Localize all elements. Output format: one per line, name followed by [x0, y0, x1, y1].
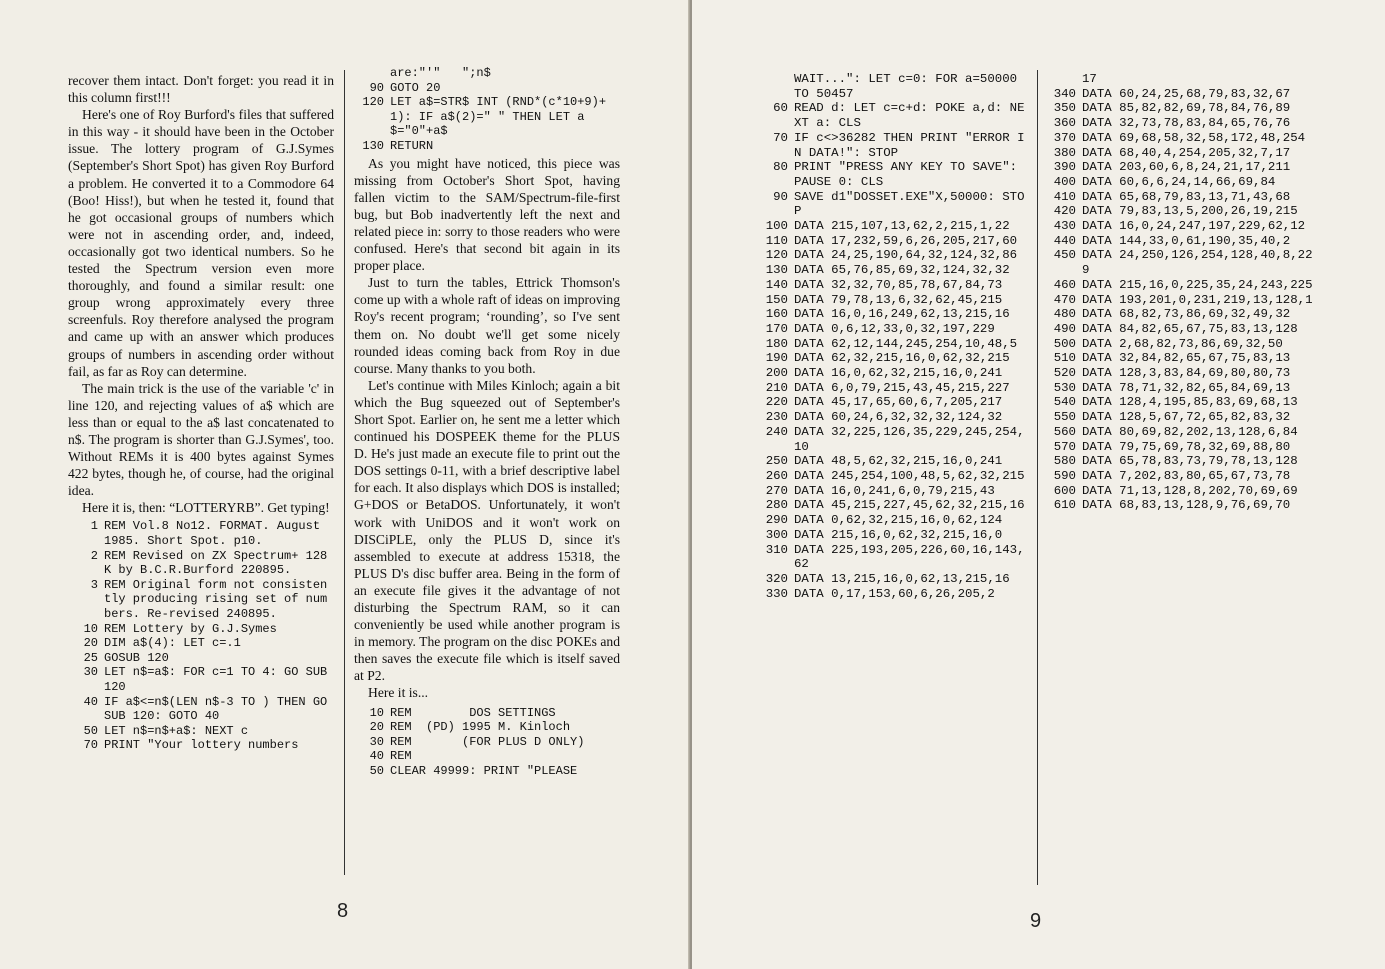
line-number: 110: [765, 233, 788, 248]
line-number: 610: [1053, 498, 1076, 513]
paragraph: recover them intact. Don't forget: you read it in this column first!!!: [68, 73, 334, 106]
line-text: LET a$=STR$ INT (RND*(c*10+9)+1): IF a$(2)=" " THEN LET a$="0"+a$: [390, 95, 607, 139]
line-text: REM Revised on ZX Spectrum+ 128K by B.C.R.Burford 220895.: [104, 548, 328, 578]
line-text: DATA 128,3,83,84,69,80,80,73: [1082, 366, 1291, 381]
line-text: DATA 71,13,128,8,202,70,69,69: [1082, 483, 1298, 498]
line-number: 150: [765, 292, 788, 307]
line-number: 300: [765, 527, 788, 542]
line-text: DATA 84,82,65,67,75,83,13,128: [1082, 321, 1298, 336]
code-line: [758, 101, 1026, 130]
left-column-rule: [344, 70, 345, 875]
line-text: DATA 225,193,205,226,60,16,143,62: [794, 542, 1025, 572]
line-text: are:"'" ";n$: [390, 66, 491, 80]
line-number: 220: [765, 395, 788, 410]
paragraph: The main trick is the use of the variable 'c' in line 120, and rejecting values of a$ which are less than or equal to the a$ last concatenated to n$. The program is shorter than G.J.Symes', too. Without REMs it is 400 bytes against Symes 422 bytes, though he, of course, had the original idea.: [68, 380, 334, 499]
code-line: [354, 764, 620, 779]
code-line: [758, 454, 1026, 469]
line-text: PRINT "Your lottery numbers: [104, 738, 299, 753]
code-line: [1046, 116, 1316, 131]
line-text: DATA 215,107,13,62,2,215,1,22: [794, 219, 1010, 234]
line-text: DATA 0,17,153,60,6,26,205,2: [794, 586, 995, 601]
line-text: DIM a$(4): LET c=.1: [104, 636, 241, 651]
line-text: RETURN: [390, 138, 434, 153]
code-line: [1046, 278, 1316, 293]
line-number: 210: [765, 380, 788, 395]
line-text: DATA 68,83,13,128,9,76,69,70: [1082, 498, 1291, 513]
code-line: [758, 366, 1026, 381]
paragraph: Let's continue with Miles Kinloch; again a bit which the Bug squeezed out of September's Short Spot. Earlier on, he sent me a letter which continued his DOSPEEK theme for the PLUS D. He's just made an execute file to print out the DOS settings 0-11, with a brief descriptive label for each. It also displays which DOS is installed; G+DOS or BetaDOS. Unfortunately, it won't work with UniDOS and it won't work on DISCiPLE, only the PLUS D, since it's assembled to execute at address 15318, the PLUS D's disc buffer area. Being in the form of an execute file gives it the advantage of not disturbing the Spectrum RAM, so it can conveniently be used while another program is in memory. The program on the disc POKEs and then saves the execute file which is itself saved at P2.: [354, 377, 620, 684]
line-number: 10: [369, 705, 384, 720]
code-line: [758, 425, 1026, 454]
code-line: [758, 469, 1026, 484]
line-text: DATA 79,75,69,78,32,69,88,80: [1082, 439, 1291, 454]
line-number: 270: [765, 483, 788, 498]
line-text: IF a$<=n$(LEN n$-3 TO ) THEN GOSUB 120: GOTO 40: [104, 694, 328, 724]
line-text: DATA 215,16,0,62,32,215,16,0: [794, 527, 1003, 542]
line-number: 50: [369, 763, 384, 778]
line-text: DATA 16,0,241,6,0,79,215,43: [794, 483, 995, 498]
line-number: 170: [765, 321, 788, 336]
line-text: DATA 65,68,79,83,13,71,43,68: [1082, 189, 1291, 204]
line-text: GOTO 20: [390, 80, 441, 95]
code-line: [758, 498, 1026, 513]
line-number: 390: [1053, 160, 1076, 175]
code-line: [1046, 190, 1316, 205]
code-line: [1046, 101, 1316, 116]
line-text: GOSUB 120: [104, 650, 169, 665]
code-line: [1046, 395, 1316, 410]
right-column-1: [758, 72, 1026, 601]
line-text: REM: [390, 749, 412, 764]
line-text: DATA 16,0,24,247,197,229,62,12: [1082, 219, 1306, 234]
code-line: [1046, 87, 1316, 102]
code-line: [758, 219, 1026, 234]
code-line: [1046, 366, 1316, 381]
line-text: DATA 24,25,190,64,32,124,32,86: [794, 248, 1018, 263]
code-line: [758, 278, 1026, 293]
line-text: REM DOS SETTINGS: [390, 705, 556, 720]
line-number: 480: [1053, 307, 1076, 322]
line-text: DATA 245,254,100,48,5,62,32,215: [794, 468, 1025, 483]
line-number: 190: [765, 351, 788, 366]
dos-settings-listing: [354, 706, 620, 779]
code-line: [758, 410, 1026, 425]
line-number: 2: [90, 548, 98, 563]
lottery-program-continued: [354, 66, 620, 154]
paragraph: Here it is...: [368, 685, 429, 701]
line-text: DATA 48,5,62,32,215,16,0,241: [794, 454, 1003, 469]
line-number: 460: [1053, 277, 1076, 292]
code-line: [758, 293, 1026, 308]
line-text: DATA 32,225,126,35,229,245,254,10: [794, 424, 1025, 454]
line-text: DATA 45,215,227,45,62,32,215,16: [794, 498, 1025, 513]
code-line: [758, 190, 1026, 219]
code-line: [1046, 322, 1316, 337]
code-line: [758, 513, 1026, 528]
code-line: [1046, 410, 1316, 425]
paragraph: Here it is, then: “LOTTERYRB”. Get typing!: [82, 500, 330, 516]
page-number-right: 9: [1030, 910, 1042, 932]
code-line: [68, 622, 334, 637]
line-number: 160: [765, 307, 788, 322]
line-number: 30: [369, 734, 384, 749]
line-number: 360: [1053, 116, 1076, 131]
code-line: [354, 66, 620, 81]
line-number: 240: [765, 424, 788, 439]
line-number: 90: [369, 80, 384, 95]
line-number: 130: [765, 263, 788, 278]
code-line: [758, 160, 1026, 189]
code-line: [354, 749, 620, 764]
line-text: DATA 128,4,195,85,83,69,68,13: [1082, 395, 1298, 410]
line-number: 70: [83, 738, 98, 753]
left-column-1: [68, 72, 334, 753]
line-number: 250: [765, 454, 788, 469]
line-number: 540: [1053, 395, 1076, 410]
line-number: 70: [773, 130, 788, 145]
line-text: DATA 17,232,59,6,26,205,217,60: [794, 233, 1018, 248]
code-line: [1046, 440, 1316, 455]
code-line: [758, 484, 1026, 499]
code-line: [1046, 293, 1316, 308]
code-line: [758, 307, 1026, 322]
line-number: 560: [1053, 424, 1076, 439]
line-number: 40: [83, 694, 98, 709]
line-text: LET n$=n$+a$: NEXT c: [104, 723, 249, 738]
line-number: 10: [83, 621, 98, 636]
line-number: 50: [83, 723, 98, 738]
code-line: [68, 636, 334, 651]
line-text: DATA 16,0,16,249,62,13,215,16: [794, 307, 1010, 322]
line-number: 570: [1053, 439, 1076, 454]
line-number: 420: [1053, 204, 1076, 219]
code-line: [68, 519, 334, 548]
line-number: 80: [773, 160, 788, 175]
line-number: 180: [765, 336, 788, 351]
code-line: [758, 72, 1026, 101]
line-text: DATA 60,6,6,24,14,66,69,84: [1082, 174, 1276, 189]
code-line: [1046, 498, 1316, 513]
line-text: DATA 60,24,6,32,32,32,124,32: [794, 410, 1003, 425]
line-number: 320: [765, 571, 788, 586]
line-number: [1046, 72, 1082, 87]
line-text: DATA 2,68,82,73,86,69,32,50: [1082, 336, 1283, 351]
left-column-1-paragraphs: [68, 72, 334, 516]
line-text: DATA 79,83,13,5,200,26,19,215: [1082, 204, 1298, 219]
line-text: DATA 24,250,126,254,128,40,8,229: [1082, 248, 1313, 278]
line-text: DATA 203,60,6,8,24,21,17,211: [1082, 160, 1291, 175]
line-number: 90: [773, 189, 788, 204]
code-line: [1046, 469, 1316, 484]
code-line: [758, 322, 1026, 337]
line-text: DATA 68,82,73,86,69,32,49,32: [1082, 307, 1291, 322]
line-text: IF c<>36282 THEN PRINT "ERROR IN DATA!": STOP: [794, 130, 1025, 160]
code-line: [1046, 146, 1316, 161]
code-line: [354, 735, 620, 750]
left-column-2-paragraphs: [354, 155, 620, 702]
code-line: [1046, 351, 1316, 366]
line-number: 290: [765, 513, 788, 528]
code-line: [68, 665, 334, 694]
line-number: 140: [765, 277, 788, 292]
line-number: 230: [765, 410, 788, 425]
code-line: [1046, 248, 1316, 277]
line-number: 500: [1053, 336, 1076, 351]
line-text: WAIT...": LET c=0: FOR a=50000 TO 50457: [794, 72, 1025, 101]
line-number: [354, 66, 390, 81]
code-line: [758, 131, 1026, 160]
line-text: DATA 65,78,83,73,79,78,13,128: [1082, 454, 1298, 469]
left-column-2: [354, 66, 620, 779]
line-text: DATA 215,16,0,225,35,24,243,225: [1082, 277, 1313, 292]
code-line: [354, 139, 620, 154]
line-text: PRINT "PRESS ANY KEY TO SAVE": PAUSE 0: CLS: [794, 160, 1025, 189]
line-number: 430: [1053, 219, 1076, 234]
code-line: [68, 738, 334, 753]
code-line: [758, 572, 1026, 587]
line-number: 470: [1053, 292, 1076, 307]
line-number: 330: [765, 586, 788, 601]
line-text: REM Vol.8 No12. FORMAT. August 1985. Short Spot. p10.: [104, 519, 328, 549]
lottery-program-listing: [68, 519, 334, 753]
line-text: DATA 45,17,65,60,6,7,205,217: [794, 395, 1003, 410]
code-line: [758, 528, 1026, 543]
line-number: 440: [1053, 233, 1076, 248]
line-number: 600: [1053, 483, 1076, 498]
line-number: 120: [362, 95, 384, 110]
code-line: [354, 720, 620, 735]
line-number: 130: [362, 138, 384, 153]
code-line: [68, 549, 334, 578]
code-line: [1046, 337, 1316, 352]
code-line: [1046, 175, 1316, 190]
right-column-2: [1046, 72, 1316, 513]
code-line: [758, 351, 1026, 366]
line-number: 350: [1053, 101, 1076, 116]
line-text: DATA 69,68,58,32,58,172,48,254: [1082, 130, 1306, 145]
line-text: DATA 62,32,215,16,0,62,32,215: [794, 351, 1010, 366]
line-text: SAVE d1"DOSSET.EXE"X,50000: STOP: [794, 189, 1025, 219]
left-page: [0, 0, 690, 969]
line-number: 40: [369, 749, 384, 764]
line-text: REM Lottery by G.J.Symes: [104, 621, 277, 636]
code-line: [354, 95, 620, 139]
line-number: 580: [1053, 454, 1076, 469]
code-line: [68, 695, 334, 724]
line-number: 280: [765, 498, 788, 513]
line-number: 120: [765, 248, 788, 263]
line-number: 30: [83, 665, 98, 680]
code-line: [1046, 454, 1316, 469]
paragraph: Here's one of Roy Burford's files that suffered in this way - it should have been in the October issue. The lottery program of G.J.Symes (September's Short Spot) has given Roy Burford a problem. He converted it to a Commodore 64 (Boo! Hiss!), but when he tested it, found that he got occasional groups of numbers which were not in ascending order, and, indeed, occasionally got two identical numbers. So he tested the Spectrum version even more thoroughly, and found a similar result: one group wrong approximately every three screenfuls. Roy therefore analysed the program and came up with an answer which produces groups of numbers in ascending order without fail, as far as Roy can determine.: [68, 107, 334, 379]
line-text: DATA 60,24,25,68,79,83,32,67: [1082, 86, 1291, 101]
code-line: [758, 543, 1026, 572]
code-line: [758, 381, 1026, 396]
line-number: 490: [1053, 321, 1076, 336]
line-number: [758, 72, 794, 101]
line-number: 310: [765, 542, 788, 557]
line-text: CLEAR 49999: PRINT "PLEASE: [390, 763, 578, 778]
code-line: [758, 248, 1026, 263]
line-text: DATA 0,6,12,33,0,32,197,229: [794, 321, 995, 336]
line-number: 1: [90, 519, 98, 534]
line-number: 25: [83, 650, 98, 665]
code-line: [1046, 219, 1316, 234]
line-text: DATA 80,69,82,202,13,128,6,84: [1082, 424, 1298, 439]
line-text: DATA 13,215,16,0,62,13,215,16: [794, 571, 1010, 586]
code-line: [354, 81, 620, 96]
line-text: READ d: LET c=c+d: POKE a,d: NEXT a: CLS: [794, 101, 1025, 131]
code-line: [1046, 204, 1316, 219]
line-text: DATA 193,201,0,231,219,13,128,1: [1082, 292, 1313, 307]
code-line: [68, 578, 334, 622]
line-text: REM (FOR PLUS D ONLY): [390, 734, 585, 749]
line-number: 550: [1053, 410, 1076, 425]
line-text: DATA 0,62,32,215,16,0,62,124: [794, 513, 1003, 528]
line-number: 450: [1053, 248, 1076, 263]
code-line: [1046, 234, 1316, 249]
line-text: REM (PD) 1995 M. Kinloch: [390, 720, 571, 735]
code-line: [1046, 484, 1316, 499]
line-number: 370: [1053, 130, 1076, 145]
code-line: [758, 587, 1026, 602]
line-text: DATA 128,5,67,72,65,82,83,32: [1082, 410, 1291, 425]
line-text: DATA 32,84,82,65,67,75,83,13: [1082, 351, 1291, 366]
line-number: 20: [369, 720, 384, 735]
code-line: [758, 395, 1026, 410]
code-line: [1046, 381, 1316, 396]
line-text: DATA 79,78,13,6,32,62,45,215: [794, 292, 1003, 307]
page-number-left: 8: [337, 900, 349, 922]
line-number: 60: [773, 101, 788, 116]
code-line: [68, 724, 334, 739]
line-text: DATA 144,33,0,61,190,35,40,2: [1082, 233, 1291, 248]
code-line: [1046, 425, 1316, 440]
line-text: DATA 16,0,62,32,215,16,0,241: [794, 366, 1003, 381]
line-number: 380: [1053, 145, 1076, 160]
line-number: 400: [1053, 174, 1076, 189]
code-line: [1046, 72, 1316, 87]
line-text: DATA 62,12,144,245,254,10,48,5: [794, 336, 1018, 351]
paragraph: As you might have noticed, this piece was missing from October's Short Spot, having fallen victim to the SAM/Spectrum-file-first bug, but Bob inadvertently left the next and related piece in: sorry to those readers who were confused. Here's that second bit again in its proper place.: [354, 155, 620, 274]
code-line: [1046, 131, 1316, 146]
line-text: DATA 7,202,83,80,65,67,73,78: [1082, 468, 1291, 483]
line-number: 20: [83, 636, 98, 651]
line-number: 530: [1053, 380, 1076, 395]
line-number: 510: [1053, 351, 1076, 366]
line-text: DATA 32,32,70,85,78,67,84,73: [794, 277, 1003, 292]
line-number: 100: [765, 219, 788, 234]
right-column-rule: [1037, 70, 1038, 885]
code-line: [354, 706, 620, 721]
code-line: [758, 234, 1026, 249]
line-text: DATA 32,73,78,83,84,65,76,76: [1082, 116, 1291, 131]
line-text: DATA 6,0,79,215,43,45,215,227: [794, 380, 1010, 395]
code-line: [1046, 307, 1316, 322]
line-text: DATA 68,40,4,254,205,32,7,17: [1082, 145, 1291, 160]
right-page: [692, 0, 1385, 969]
line-number: 410: [1053, 189, 1076, 204]
code-line: [758, 263, 1026, 278]
line-text: DATA 85,82,82,69,78,84,76,89: [1082, 101, 1291, 116]
line-text: DATA 78,71,32,82,65,84,69,13: [1082, 380, 1291, 395]
paragraph: Just to turn the tables, Ettrick Thomson's come up with a whole raft of ideas on improving Roy's recent program; ‘rounding’, so I've sent them on. No doubt we'll get some nicely rounded ideas coming back from Roy in due course. Many thanks to you both.: [354, 275, 620, 376]
line-number: 590: [1053, 468, 1076, 483]
code-line: [68, 651, 334, 666]
line-number: 260: [765, 468, 788, 483]
line-text: REM Original form not consistently producing rising set of numbers. Re-revised 240895.: [104, 577, 328, 621]
line-number: 340: [1053, 86, 1076, 101]
line-number: 520: [1053, 366, 1076, 381]
line-number: 200: [765, 366, 788, 381]
code-line: [1046, 160, 1316, 175]
line-text: DATA 65,76,85,69,32,124,32,32: [794, 263, 1010, 278]
line-text: 17: [1082, 72, 1097, 86]
line-number: 3: [90, 577, 98, 592]
code-line: [758, 337, 1026, 352]
line-text: LET n$=a$: FOR c=1 TO 4: GO SUB 120: [104, 665, 335, 694]
